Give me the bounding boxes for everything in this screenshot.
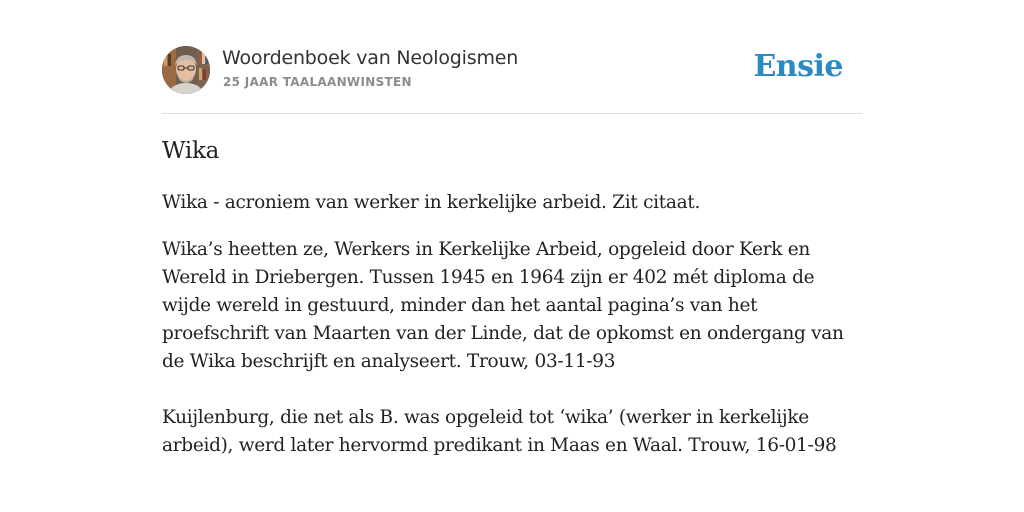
author-portrait-icon xyxy=(162,46,210,94)
entry-definition: Wika - acroniem van werker in kerkelijke arbeid. Zit citaat. xyxy=(162,192,701,213)
dictionary-subtitle: 25 JAAR TAALAANWINSTEN xyxy=(223,75,412,89)
ensie-logo[interactable]: Ensie xyxy=(753,49,843,84)
quote-paragraph: Kuijlenburg, die net als B. was opgeleid tot ‘wika’ (werker in kerkelijke arbeid), werd later hervormd predikant in Maas en Waal. Trouw, 16-01-98 xyxy=(162,407,837,456)
author-avatar[interactable] xyxy=(162,46,210,94)
entry-quotes xyxy=(162,236,866,460)
entry-card xyxy=(162,46,862,456)
dictionary-title[interactable]: Woordenboek van Neologismen xyxy=(222,47,519,69)
card-header xyxy=(162,46,862,114)
entry-title: Wika xyxy=(162,138,220,164)
quote-paragraph: Wika’s heetten ze, Werkers in Kerkelijke Arbeid, opgeleid door Kerk en Wereld in Driebergen. Tussen 1945 en 1964 zijn er 402 mét diploma de wijde wereld in gestuurd, minder dan het aantal pagina’s van het proefschrift van Maarten van der Linde, dat de opkomst en ondergang van de Wika beschrijft en analyseert. Trouw, 03-11-93 xyxy=(162,239,844,372)
